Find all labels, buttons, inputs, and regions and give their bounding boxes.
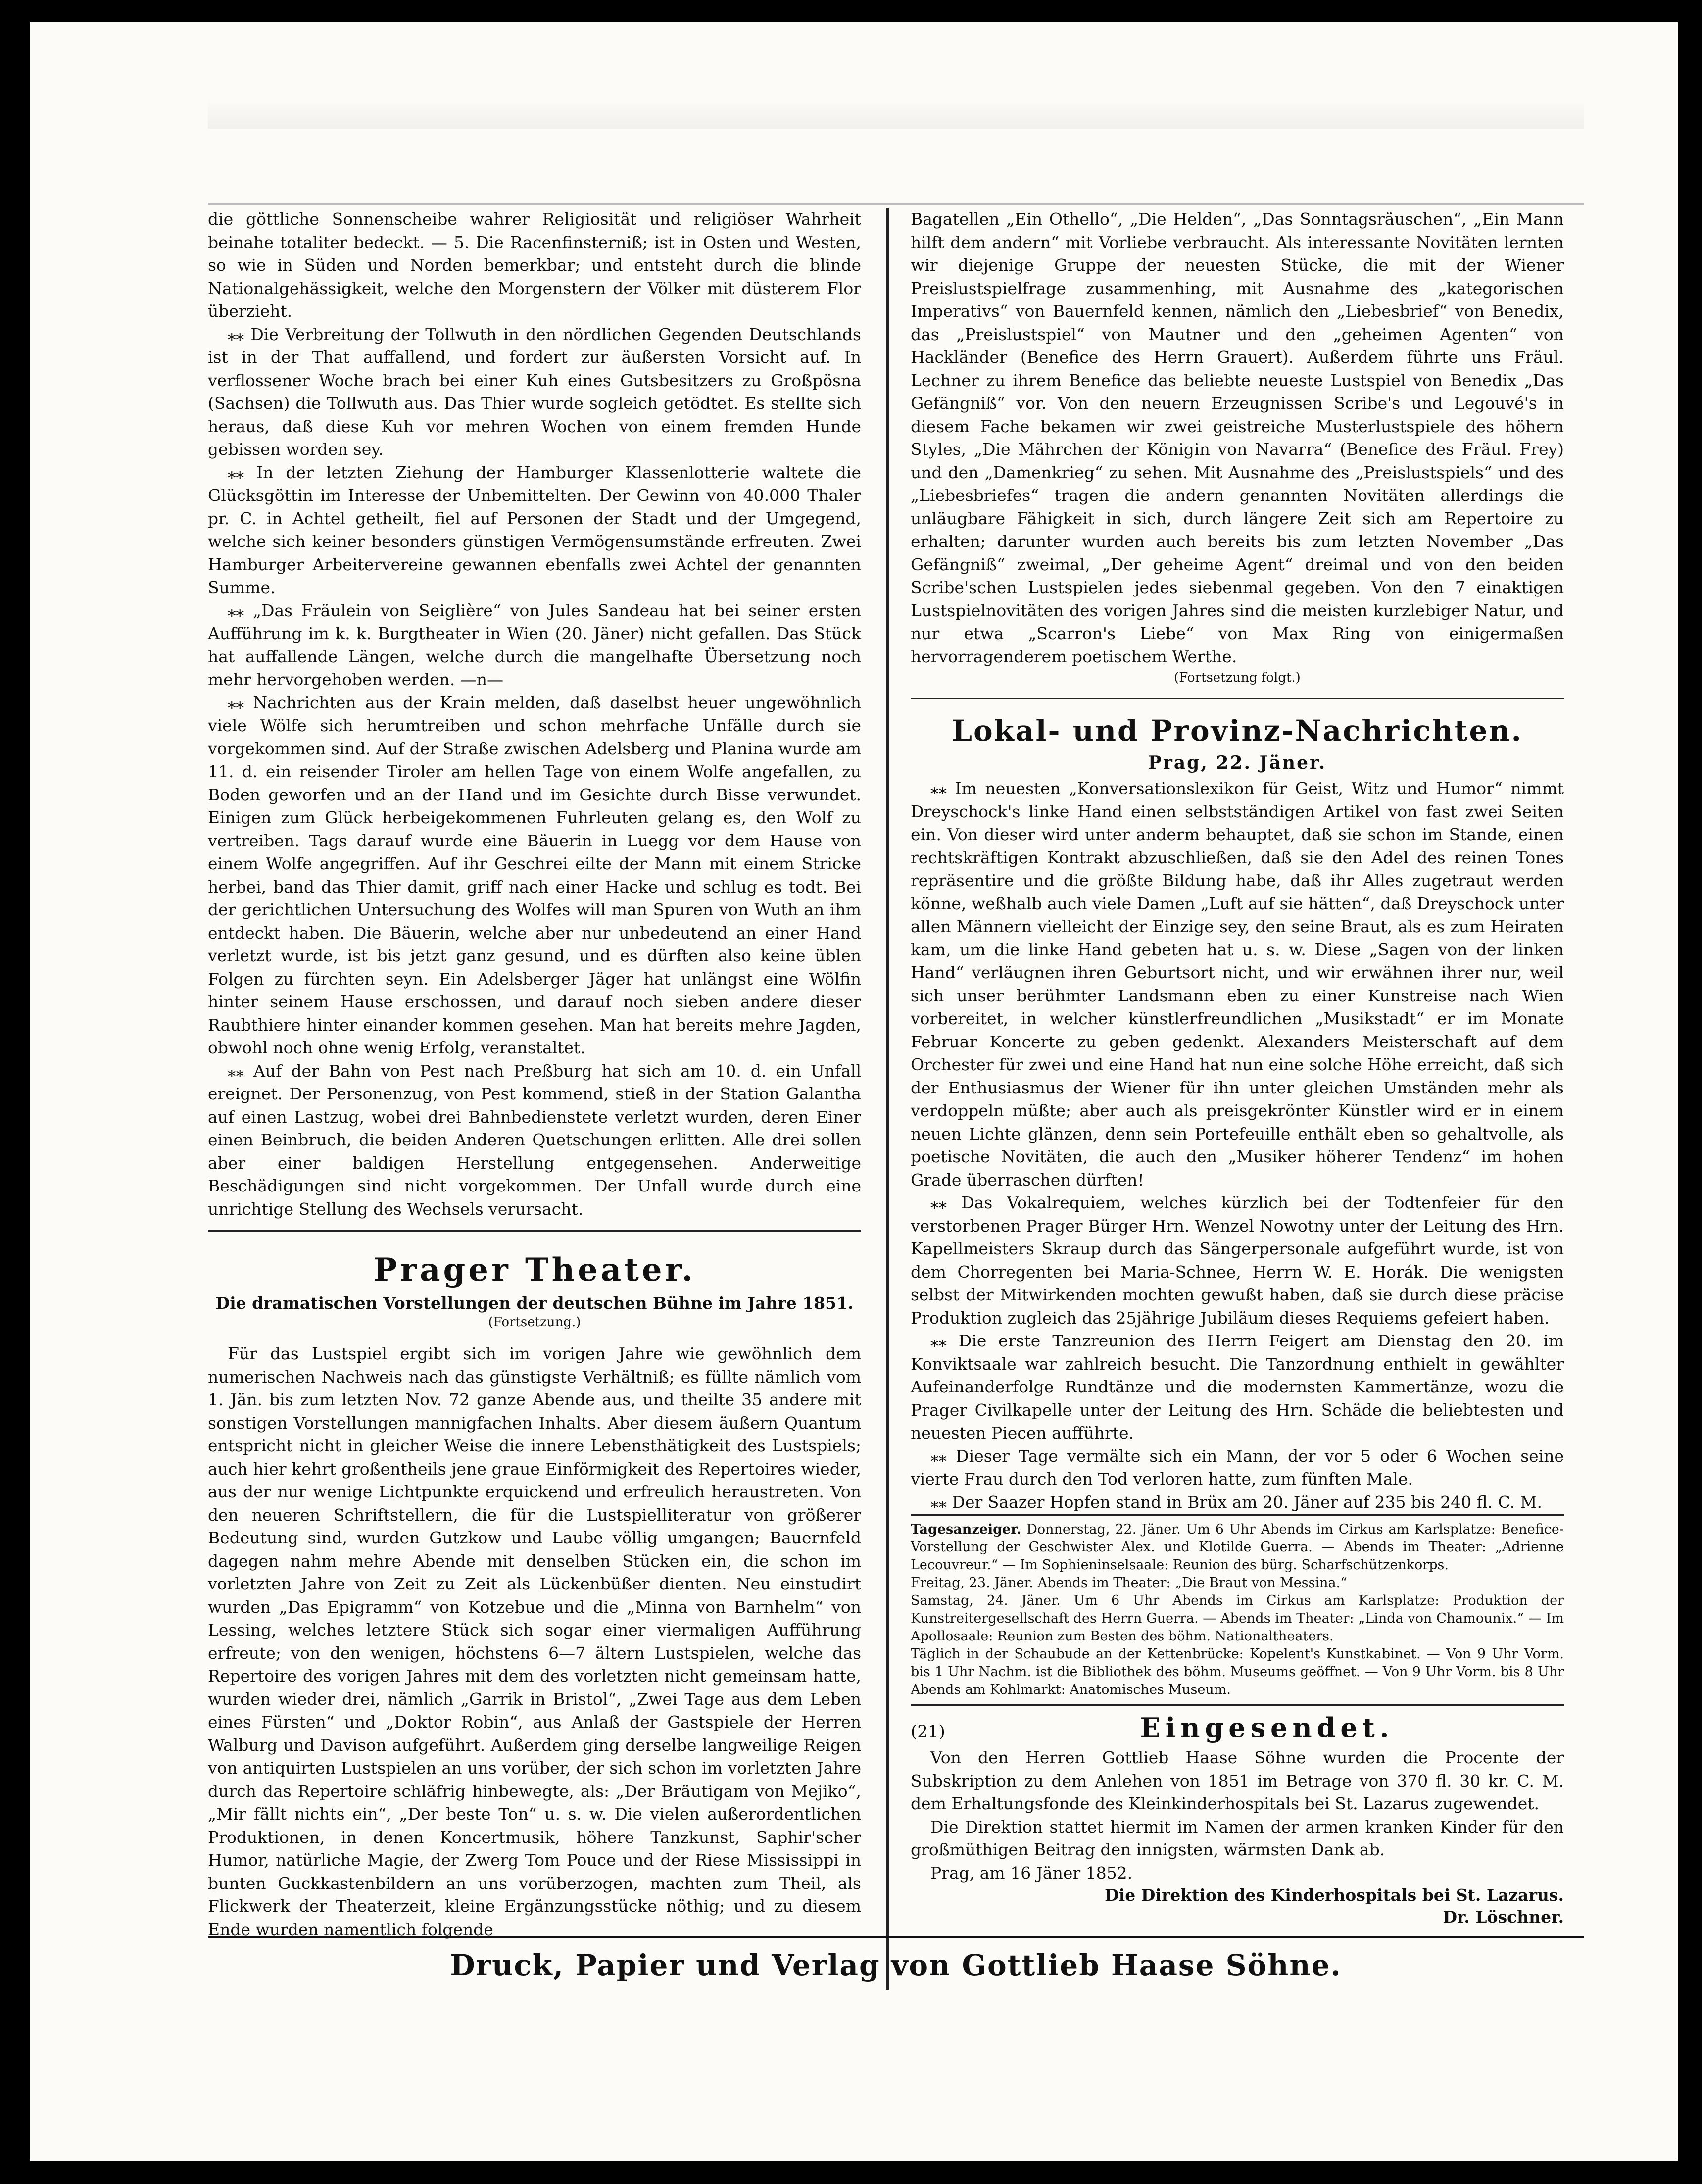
tagesanzeiger-line: Täglich in der Schaubude an der Kettenbrücke: Kopelent's Kunstkabinet. — Von 9 Uhr Vorm. bis 1 Uhr Nachm. ist die Bibliothek des böhm. Museums geöffnet. — Von 9 Uhr Vorm. bis 8 Uhr Abends am Kohlmarkt: Anatomisches Museum. bbox=[911, 1646, 1564, 1697]
news-paragraph: ⁎⁎ Die erste Tanzreunion des Herrn Feigert am Dienstag den 20. im Konviktsaale war zahlreich besucht. Die Tanzordnung enthielt in gewählter Aufeinanderfolge Rundtänze und die modernsten Kammertänze, wozu die Prager Civilkapelle unter der Leitung des Hrn. Schäde die beliebtesten und neuesten Piecen aufführte. bbox=[911, 1331, 1564, 1442]
continuation-note: (Fortsetzung folgt.) bbox=[1174, 670, 1301, 685]
eingesendet-heading: Eingesendet. bbox=[1140, 1712, 1394, 1743]
tagesanzeiger-label: Tagesanzeiger. bbox=[911, 1522, 1021, 1537]
theater-heading: Prager Theater. bbox=[373, 1251, 696, 1289]
article-paragraph: ⁎⁎ Die Verbreitung der Tollwuth in den nördlichen Gegenden Deutschlands ist in der That auffallend, und fordert zur äußersten Vorsicht auf. In verflossener Woche brach bei einer Kuh eines Gutsbesitzers zu Großpösna (Sachsen) die Tollwuth aus. Das Thier wurde sogleich getödtet. Es stellte sich heraus, daß diese Kuh vor mehren Wochen von einem fremden Hunde gebissen worden sey. bbox=[208, 324, 861, 459]
signature-line: Die Direktion des Kinderhospitals bei St. Lazarus. bbox=[1105, 1886, 1564, 1905]
eingesendet-number: (21) bbox=[911, 1722, 945, 1741]
article-paragraph: ⁎⁎ „Das Fräulein von Seiglière“ von Jules Sandeau hat bei seiner ersten Aufführung im k. k. Burgtheater in Wien (20. Jäner) nicht gefallen. Das Stück hat auffallende Längen, welche durch die mangelhafte Übersetzung noch mehr hervorgehoben werden. —n— bbox=[208, 600, 861, 689]
article-paragraph: die göttliche Sonnenscheibe wahrer Religiosität und religiöser Wahrheit beinahe totaliter bedeckt. — 5. Die Racenfinsterniß; ist in Osten und Westen, so wie in Süden und Norden bemerkbar; und entsteht durch die blinde Nationalgehässigkeit, welche den Morgenstern der Völker mit düsterem Flor überzieht. bbox=[208, 209, 861, 321]
eingesendet-text: Von den Herren Gottlieb Haase Söhne wurden die Procente der Subskription zu dem Anlehen von 1851 im Betrage von 370 fl. 30 kr. C. M. dem Erhaltungsfonde des Kleinkinderhospitals bei St. Lazarus zugewendet. bbox=[911, 1748, 1564, 1813]
left-column bbox=[208, 208, 861, 1941]
article-paragraph: ⁎⁎ In der letzten Ziehung der Hamburger Klassenlotterie waltete die Glücksgöttin im Interesse der Unbemittelten. Der Gewinn von 40.000 Thaler pr. C. in Achtel getheilt, fiel auf Personen der Stadt und der Umgegend, welche sich keiner besonders günstigen Vermögensumstände erfreuten. Zwei Hamburger Arbeitervereine gewannen ebenfalls zwei Achtel der genannten Summe. bbox=[208, 462, 861, 597]
scan-border bbox=[1679, 0, 1702, 2184]
news-paragraph: ⁎⁎ Der Saazer Hopfen stand in Brüx am 20. Jäner auf 235 bis 240 fl. C. M. bbox=[930, 1492, 1542, 1512]
article-paragraph: ⁎⁎ Auf der Bahn von Pest nach Preßburg hat sich am 10. d. ein Unfall ereignet. Der Personenzug, von Pest kommend, stieß in der Station Galantha auf einen Lastzug, wobei drei Bahnbedienstete verletzt wurden, deren Einer einen Beinbruch, die beiden Anderen Quetschungen erlitten. Alle drei sollen aber einer baldigen Herstellung entgegensehen. Anderweitige Beschädigungen sind nicht vorgekommen. Der Unfall wurde durch eine unrichtige Stellung des Wechsels verursacht. bbox=[208, 1061, 861, 1219]
theater-text: Für das Lustspiel ergibt sich im vorigen Jahre wie gewöhnlich dem numerischen Nachweis nach das günstigste Verhältniß; es füllte nämlich vom 1. Jän. bis zum letzten Nov. 72 ganze Abende aus, und theilte 35 andere mit sonstigen Vorstellungen mannigfachen Inhalts. Aber diesem äußern Quantum entspricht nicht in gleicher Weise die innere Lebensthätigkeit des Lustspiels; auch hier kehrt großentheils jene graue Einförmigkeit des Repertoires wieder, aus der nur wenige Lichtpunkte erquickend und erfreulich heraustreten. Von den neueren Schriftstellern, die für die Lustspielliteratur von größerer Bedeutung sind, wurden Gutzkow und Laube völlig umgangen; Bauernfeld dagegen nahm mehre Abende mit denselben Stücken ein, die schon im vorletzten Jahre von Zeit zu Zeit als Lückenbüßer dienten. Neu einstudirt wurden „Das Epigramm“ von Kotzebue und die „Minna von Barnhelm“ von Lessing, welches letztere Stück sich sogar einer viermaligen Aufführung erfreute; von den wenigen, höchstens 6—7 ältern Lustspielen, welche das Repertoire des vorigen Jahres mit dem des vorletzten nicht gemeinsam hatte, wurden wieder drei, nämlich „Garrik in Bristol“, „Zwei Tage aus dem Leben eines Fürsten“ und „Doktor Robin“, aus Anlaß der Gastspiele der Herren Walburg und Davison aufgeführt. Außerdem ging derselbe langweilige Reigen von antiquirten Lustspielen an uns vorüber, der sich schon im vorletzten Jahre durch das Repertoire schläfrig hinbewegte, als: „Der Bräutigam von Mejiko“, „Mir fällt nichts ein“, „Der beste Ton“ u. s. w. Die vielen außerordentlichen Produktionen, in denen Koncertmusik, höhere Tanzkunst, Saphir'scher Humor, natürliche Magie, der Zwerg Tom Pouce und der Riese Mississippi in bunten Guckkastenbildern an uns vorüberzogen, machten zum Theil, als Flickwerk der Theaterzeit, kleine Ergänzungsstücke nöthig; und zu diesem Ende wurden namentlich folgende bbox=[208, 1344, 861, 1939]
tagesanzeiger-entry: Donnerstag, 22. Jäner. Um 6 Uhr Abends im Cirkus am Karlsplatze: Benefice-Vorstellung der Geschwister Alex. und Klotilde Guerra. — Abends im Theater: „Adrienne Lecouvreur.“ — Im Sophieninselsaale: Reunion des bürg. Scharfschützenkorps. bbox=[911, 1522, 1564, 1573]
top-rule bbox=[208, 203, 1584, 205]
theater-continued-text: Bagatellen „Ein Othello“, „Die Helden“, „Das Sonntagsräuschen“, „Ein Mann hilft dem andern“ mit Vorliebe verbraucht. Als interessante Novitäten lernten wir diejenige Gruppe der neuesten Stücke, die mit der Wiener Preislustspielfrage zusammenhing, mit Ausnahme des „kategorischen Imperativs“ von Bauernfeld kennen, nämlich den „Liebesbrief“ von Benedix, das „Preislustspiel“ von Mautner und den „geheimen Agenten“ von Hackländer (Benefice des Herrn Grauert). Außerdem führte uns Fräul. Lechner zu ihrem Benefice das beliebte neueste Lustspiel von Benedix „Das Gefängniß“ vor. Von den neuern Erzeugnissen Scribe's und Legouvé's in diesem Fache bekamen wir zwei geistreiche Musterlustspiele des höhern Styles, „Die Mährchen der Königin von Navarra“ (Benefice des Fräul. Frey) und den „Damenkrieg“ zu sehen. Mit Ausnahme des „Preislustspiels“ und des „Liebesbriefes“ tragen die andern genannten Novitäten allerdings die unläugbare Fähigkeit in sich, durch längere Zeit sich am Repertoire zu erhalten; darunter wurden auch bereits bis zum letzten November „Das Gefängniß“ zweimal, „Der geheime Agent“ dreimal und von den beiden Scribe'schen Lustspielen jedes siebenmal gegeben. Von den 7 einaktigen Lustspielnovitäten des vorigen Jahres sind die meisten kurzlebiger Natur, und nur etwa „Scarron's Liebe“ von Max Ring von einigermaßen hervorragenderem poetischem Werthe. bbox=[911, 209, 1564, 666]
eingesendet-header bbox=[911, 1712, 1564, 1743]
signature-name: Dr. Löschner. bbox=[1443, 1907, 1564, 1927]
eingesendet-date: Prag, am 16 Jäner 1852. bbox=[930, 1863, 1133, 1883]
section-divider bbox=[911, 698, 1564, 699]
article-paragraph: ⁎⁎ Nachrichten aus der Krain melden, daß daselbst heuer ungewöhnlich viele Wölfe sich herumtreiben und schon mehrfache Unfälle durch sie vorgekommen sind. Auf der Straße zwischen Adelsberg und Planina wurde am 11. d. ein reisender Tiroler am hellen Tage von einem Wolfe angefallen, zu Boden geworfen und an der Hand und im Gesichte durch Bisse verwundet. Einigen zum Glück herbeigekommenen Fuhrleuten gelang es, den Wolf zu vertreiben. Tags darauf wurde eine Bäuerin in Luegg vor dem Hause von einem Wolfe angegriffen. Auf ihr Geschrei eilte der Mann mit einem Stricke herbei, band das Thier damit, griff nach einer Hacke und schlug es todt. Bei der gerichtlichen Untersuchung des Wolfes will man Spuren von Wuth an ihm entdeckt haben. Die Bäuerin, welche aber nur unbedeutend an einer Hand verletzt wurde, ist bis jetzt ganz gesund, und es dürften also keine üblen Folgen zu fürchten seyn. Ein Adelsberger Jäger hat unlängst eine Wölfin hinter seinem Hause erschossen, und darauf noch sieben andere dieser Raubthiere hinter einander kommen gesehen. Man hat bereits mehre Jagden, obwohl noch ohne wenig Erfolg, veranstaltet. bbox=[208, 693, 861, 1057]
right-column bbox=[911, 208, 1564, 1928]
bleed-through-strip bbox=[208, 99, 1584, 129]
imprint-footer: Druck, Papier und Verlag von Gottlieb Haase Söhne. bbox=[208, 1936, 1584, 1982]
continuation-note: (Fortsetzung.) bbox=[488, 1315, 581, 1330]
news-paragraph: ⁎⁎ Das Vokalrequiem, welches kürzlich bei der Todtenfeier für den verstorbenen Prager Bürger Hrn. Wenzel Nowotny unter der Leitung des Hrn. Kapellmeisters Skraup durch das Sängerpersonale aufgeführt wurde, ist von dem Chorregenten bei Maria-Schnee, Herrn W. E. Horák. Die wenigsten selbst der Mitwirkenden mochten gewußt haben, daß sie durch diese präcise Produktion zugleich das 25jährige Jubiläum dieses Requiems gefeiert haben. bbox=[911, 1193, 1564, 1328]
tagesanzeiger-line: Samstag, 24. Jäner. Um 6 Uhr Abends im Cirkus am Karlsplatze: Produktion der Kunstreitergesellschaft des Herrn Guerra. — Abends im Theater: „Linda von Chamounix.“ — Im Apollosaale: Reunion zum Besten des böhm. Nationaltheaters. bbox=[911, 1593, 1564, 1644]
eingesendet-text: Die Direktion stattet hiermit im Namen der armen kranken Kinder für den großmüthigen Beitrag den innigsten, wärmsten Dank ab. bbox=[911, 1817, 1564, 1859]
dateline: Prag, 22. Jäner. bbox=[1148, 752, 1327, 773]
news-paragraph: ⁎⁎ Dieser Tage vermälte sich ein Mann, der vor 5 oder 6 Wochen seine vierte Frau durch den Tod verloren hatte, zum fünften Male. bbox=[911, 1446, 1564, 1489]
local-news-heading: Lokal- und Provinz-Nachrichten. bbox=[952, 714, 1523, 747]
tagesanzeiger-box bbox=[911, 1514, 1564, 1706]
newspaper-page bbox=[208, 134, 1584, 2000]
theater-subheading: Die dramatischen Vorstellungen der deutschen Bühne im Jahre 1851. bbox=[215, 1293, 854, 1313]
news-paragraph: ⁎⁎ Im neuesten „Konversationslexikon für Geist, Witz und Humor“ nimmt Dreyschock's linke Hand einen selbstständigen Artikel von fast zwei Seiten ein. Von dieser wird unter anderm behauptet, daß sie schon im Stande, einen rechtskräftigen Kontrakt abzuschließen, daß sie den Adel des reinen Tones repräsentire und die größte Bildung habe, daß ihr Alles zugetraut werden könne, weßhalb auch viele Damen „Luft auf sie hätten“, daß Dreyschock unter allen Männern vielleicht der Einzige sey, den seine Braut, als es zum Heiraten kam, um die linke Hand gebeten hat u. s. w. Diese „Sagen von der linken Hand“ verläugnen ihren Geburtsort nicht, und wir erwähnen ihrer nur, weil sich unser berühmter Landsmann eben zu einer Kunstreise nach Wien vorbereitet, in welcher künstlerfreundlichen „Musikstadt“ er im Monate Februar Koncerte zu geben gedenkt. Alexanders Meisterschaft auf dem Orchester für zwei und eine Hand hat nun eine solche Höhe erreicht, daß sich der Enthusiasmus der Wiener für ihn unter gleichen Umständen mehr als verdoppeln müßte; aber auch als preisgekrönter Künstler wird er in einem neuen Lichte glänzen, denn sein Portefeuille enthält eben so gehaltvolle, als poetische Novitäten, die auch den „Musiker höherer Tendenz“ im hohen Grade überraschen dürften! bbox=[911, 779, 1564, 1190]
column-rule bbox=[886, 208, 889, 1990]
section-divider bbox=[208, 1230, 861, 1232]
tagesanzeiger-line: Freitag, 23. Jäner. Abends im Theater: „Die Braut von Messina.“ bbox=[911, 1575, 1347, 1590]
tagesanzeiger-line bbox=[911, 1521, 1564, 1574]
